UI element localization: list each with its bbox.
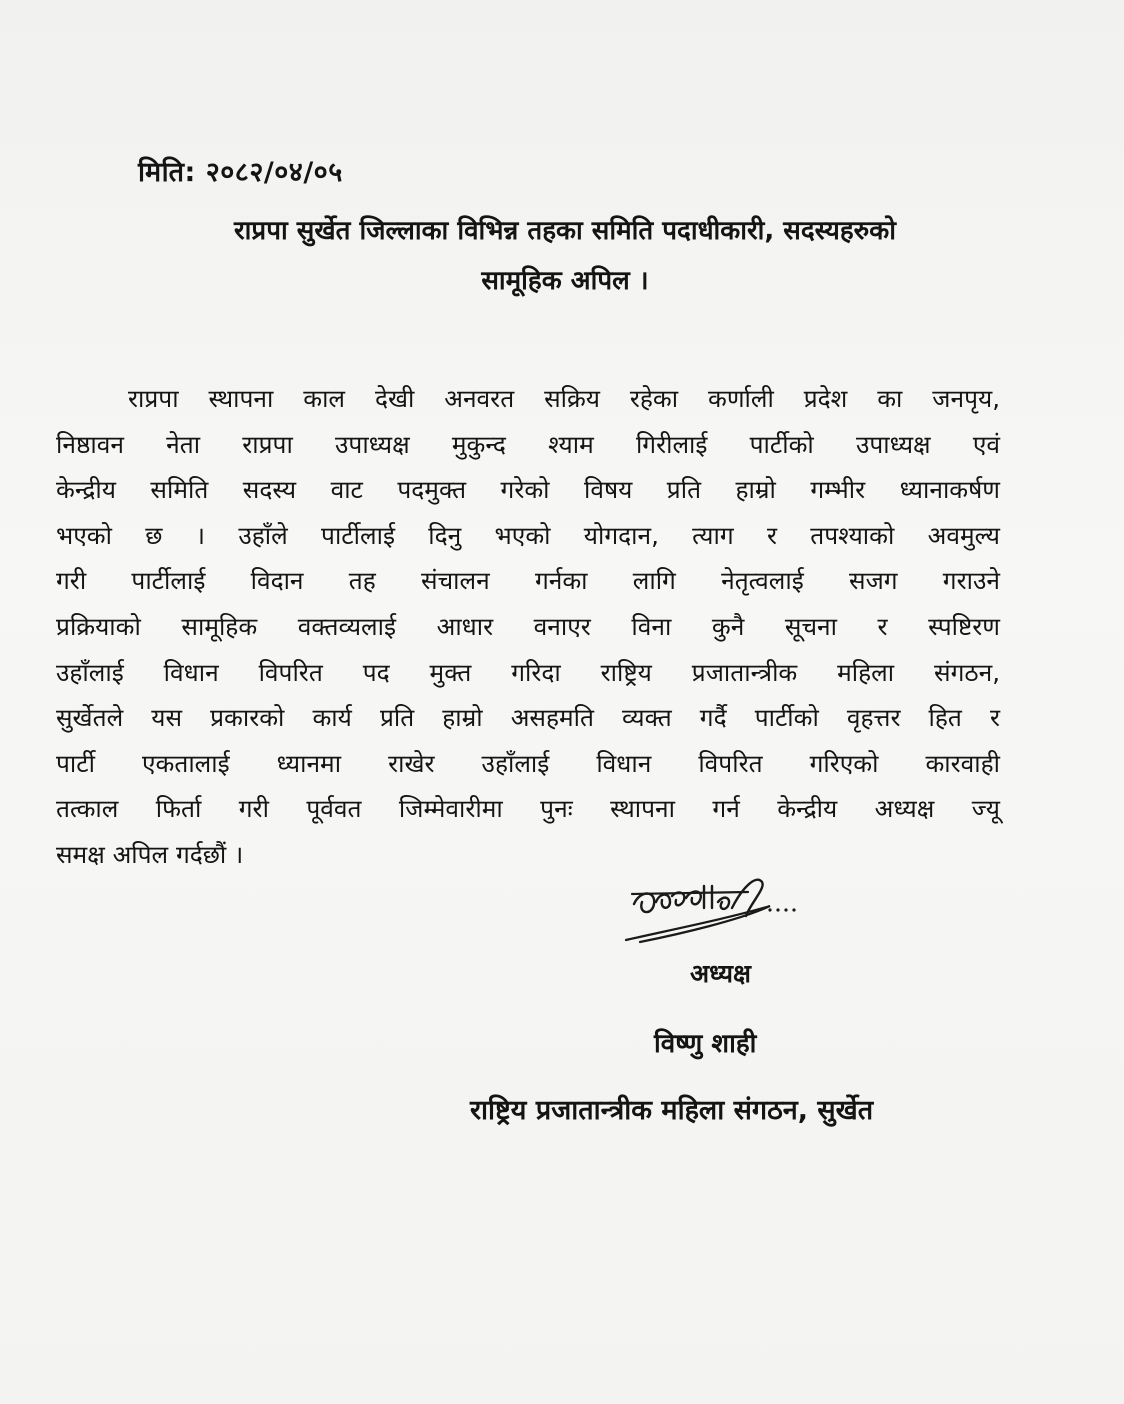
heading-line-2: सामूहिक अपिल ।	[481, 266, 649, 296]
heading-line-1: राप्रपा सुर्खेत जिल्लाका विभिन्न तहका समिति पदाधीकारी, सदस्यहरुको	[234, 216, 896, 246]
body-line: निष्ठावन नेता राप्रपा उपाध्यक्ष मुकुन्द श्याम गिरीलाई पार्टीको उपाध्यक्ष एवं	[56, 429, 1000, 459]
body-line: प्रक्रियाको सामूहिक वक्तव्यलाई आधार वनाएर विना कुनै सूचना र स्पष्टिरण	[56, 611, 1000, 641]
body-line: तत्काल फिर्ता गरी पूर्ववत जिम्मेवारीमा पुनः स्थापना गर्न केन्द्रीय अध्यक्ष ज्यू	[56, 794, 1000, 824]
body-line: सुर्खेतले यस प्रकारको कार्य प्रति हाम्रो असहमति व्यक्त गर्दै पार्टीको वृहत्तर हित र	[56, 703, 1000, 733]
signatory-title: अध्यक्ष	[690, 959, 751, 988]
letter-date: मिति: २०८२/०४/०५	[138, 157, 343, 188]
handwritten-signature	[620, 872, 810, 952]
body-line: भएको छ । उहाँले पार्टीलाई दिनु भएको योगदान, त्याग र तपश्याको अवमुल्य	[56, 520, 1000, 550]
body-line: पार्टी एकतालाई ध्यानमा राखेर उहाँलाई विधान विपरित गरिएको कारवाही	[56, 748, 1000, 778]
signatory-name: विष्णु शाही	[654, 1029, 757, 1059]
body-line: केन्द्रीय समिति सदस्य वाट पदमुक्त गरेको विषय प्रति हाम्रो गम्भीर ध्यानाकर्षण	[56, 475, 1000, 505]
letter-body	[56, 376, 1000, 878]
body-line: गरी पार्टीलाई विदान तह संचालन गर्नका लागि नेतृत्वलाई सजग गराउने	[56, 566, 1000, 596]
body-line: राप्रपा स्थापना काल देखी अनवरत सक्रिय रहेका कर्णाली प्रदेश का जनपृय,	[128, 384, 1000, 413]
body-line: समक्ष अपिल गर्दछौं ।	[56, 839, 244, 869]
signatory-organization: राष्ट्रिय प्रजातान्त्रीक महिला संगठन, सुर्खेत	[470, 1095, 874, 1126]
body-line: उहाँलाई विधान विपरित पद मुक्त गरिदा राष्ट्रिय प्रजातान्त्रीक महिला संगठन,	[56, 657, 1000, 687]
letter-heading	[100, 206, 1030, 306]
